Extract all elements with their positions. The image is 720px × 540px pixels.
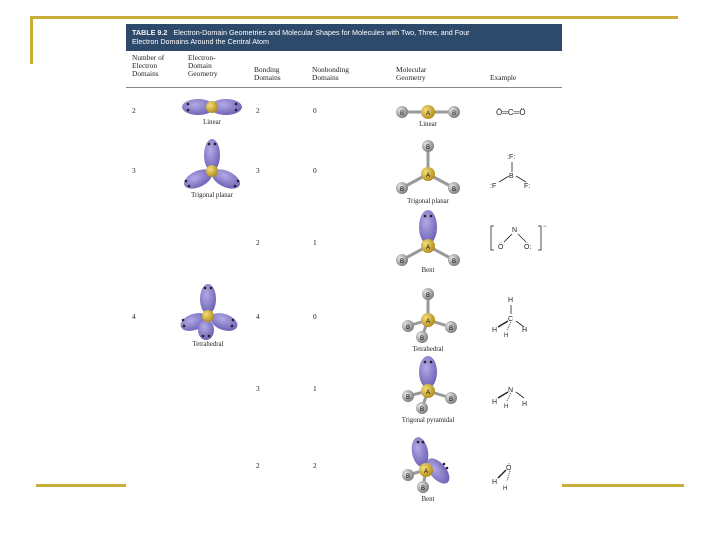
mol-caption-trigonal-pyramidal: Trigonal pyramidal	[401, 417, 455, 424]
mol-tetrahedral-model	[402, 288, 457, 343]
svg-text:H: H	[504, 404, 509, 410]
header-mol-geometry: Molecular Geometry	[396, 65, 427, 83]
row5-nonbond: 1	[313, 384, 317, 393]
header-example: Example	[490, 73, 517, 82]
svg-text:H: H	[508, 297, 514, 304]
svg-text:H: H	[522, 327, 528, 334]
mol-trigonal-pyramidal-model	[402, 356, 457, 414]
svg-text::F:: :F:	[507, 154, 516, 161]
row4-bond: 4	[256, 312, 260, 321]
table-title-text: Electron-Domain Geometries and Molecular Shapes for Molecules with Two, Three, and Four	[173, 28, 470, 37]
row1-nonbond: 0	[313, 106, 317, 115]
mol-caption-trigonal-planar: Trigonal planar	[407, 198, 449, 205]
header-nonbonding: Nonbonding Domains	[312, 65, 349, 83]
svg-text:F:: F:	[524, 183, 531, 190]
ed-tetrahedral-model	[178, 284, 240, 340]
svg-text:B: B	[399, 111, 405, 117]
row6-bond: 2	[256, 461, 260, 470]
header-bonding: Bonding Domains	[254, 65, 281, 83]
example-h2o	[492, 464, 512, 492]
svg-text:B: B	[419, 336, 425, 342]
table-9-2	[126, 24, 562, 510]
svg-text:B: B	[420, 486, 426, 492]
row4-nonbond: 0	[313, 312, 317, 321]
mol-caption-tetrahedral: Tetrahedral	[412, 346, 444, 353]
row2-nonbond: 0	[313, 166, 317, 175]
svg-text:B: B	[399, 187, 405, 193]
row2-num: 3	[132, 166, 136, 175]
mol-bent-model	[396, 210, 460, 266]
svg-text:B: B	[405, 474, 411, 480]
ed-caption-trigonal-planar: Trigonal planar	[191, 192, 233, 199]
svg-text:A: A	[425, 111, 431, 117]
ed-caption-tetrahedral: Tetrahedral	[192, 341, 224, 348]
svg-text:B: B	[451, 259, 457, 265]
svg-text:Ö:: Ö:	[524, 244, 532, 251]
mol-caption-bent: Bent	[421, 267, 435, 274]
svg-text:H: H	[522, 401, 528, 408]
svg-text:B: B	[399, 259, 405, 265]
molecule-drawings	[126, 24, 562, 510]
svg-text:B: B	[425, 145, 431, 151]
svg-text:A: A	[423, 469, 429, 475]
ed-trigonal-planar-model	[181, 139, 243, 193]
svg-text:B: B	[405, 395, 411, 401]
row4-num: 4	[132, 312, 136, 321]
svg-text:N: N	[508, 387, 514, 394]
row1-bond: 2	[256, 106, 260, 115]
example-nh3	[492, 387, 527, 410]
mol-trigonal-planar-model	[396, 140, 460, 194]
svg-text:N: N	[512, 227, 518, 234]
svg-text:H: H	[492, 399, 498, 406]
header-num-domains: Number of Electron Domains	[132, 53, 165, 79]
svg-text:B: B	[509, 173, 514, 180]
svg-text:B: B	[425, 293, 431, 299]
ed-caption-linear: Linear	[203, 119, 221, 126]
row3-bond: 2	[256, 238, 260, 247]
svg-text:H: H	[492, 327, 498, 334]
svg-text:B: B	[451, 187, 457, 193]
svg-text:B: B	[405, 325, 411, 331]
svg-text:B: B	[448, 397, 454, 403]
header-ed-geometry: Electron- Domain Geometry	[188, 53, 218, 79]
row1-num: 2	[132, 106, 136, 115]
svg-text:B: B	[448, 326, 454, 332]
svg-text:−: −	[543, 224, 547, 230]
row2-bond: 3	[256, 166, 260, 175]
svg-text:Ö: Ö	[498, 244, 504, 251]
svg-text:B: B	[451, 111, 457, 117]
svg-text:A: A	[425, 245, 431, 251]
svg-text::F: :F	[490, 183, 497, 190]
example-no2	[491, 224, 547, 251]
row3-nonbond: 1	[313, 238, 317, 247]
svg-text:A: A	[425, 173, 431, 179]
svg-text:C: C	[508, 316, 514, 323]
mol-caption-linear: Linear	[419, 121, 437, 128]
example-ch4	[492, 297, 527, 339]
mol-bent-2-model	[402, 436, 454, 493]
svg-text:H: H	[504, 333, 509, 339]
svg-text:H: H	[492, 479, 498, 486]
row5-bond: 3	[256, 384, 260, 393]
svg-text:B: B	[419, 407, 425, 413]
slide-frame-top	[30, 16, 678, 19]
ed-linear-model	[182, 99, 242, 115]
table-number: TABLE 9.2	[132, 28, 168, 37]
svg-text:Ö: Ö	[506, 465, 512, 472]
mol-caption-bent-2: Bent	[421, 496, 435, 503]
svg-text:A: A	[425, 319, 431, 325]
example-co2: Ö═C═Ö	[496, 108, 526, 117]
svg-text:H: H	[503, 486, 508, 492]
svg-text:A: A	[425, 390, 431, 396]
example-bf3	[490, 154, 530, 190]
row6-nonbond: 2	[313, 461, 317, 470]
mol-linear-model	[396, 105, 460, 119]
table-title-text-2: Electron Domains Around the Central Atom	[132, 37, 270, 46]
slide-frame-left	[30, 16, 33, 64]
